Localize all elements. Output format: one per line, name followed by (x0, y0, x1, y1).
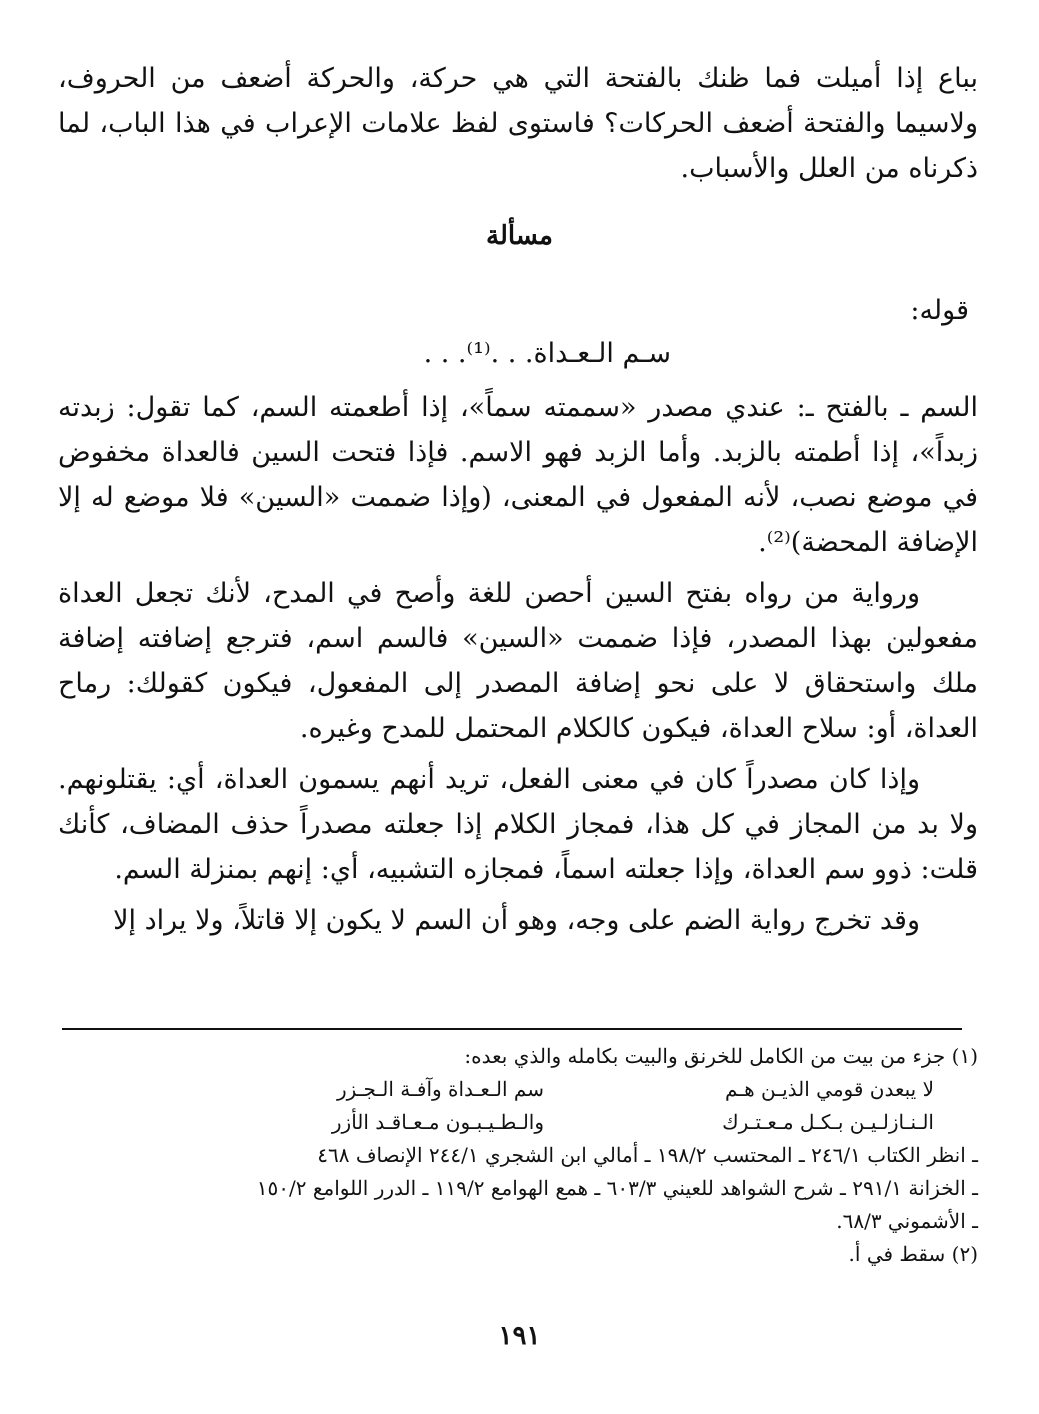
quote-intro: قوله: (910, 295, 969, 326)
quoted-verse: سـم الـعـداة. . .⁽¹⁾. . . (423, 338, 671, 369)
commentary-paragraph-1: السم ـ بالفتح ـ: عندي مصدر «سممته سماً»، إذا أطعمته السم، كما تقول: زبدته زبداً»، إذا أطمته بالزبد. وأما الزبد فهو الاسم. فإذا فتحت السين فالعداة مخفوض في موضع نصب، لأنه المفعول في المعنى، (وإذا ضممت «السين» فلا موضع له إلا الإضافة المحضة)⁽²⁾. (58, 392, 978, 558)
footnote-reference-1: ـ انظر الكتاب ٢٤٦/١ ـ المحتسب ١٩٨/٢ ـ أمالي ابن الشجري ٢٤٤/١ الإنصاف ٤٦٨ (317, 1143, 978, 1167)
commentary-paragraph-3: وإذا كان مصدراً كان في معنى الفعل، تريد أنهم يسمون العداة، أي: يقتلونهم. ولا بد من المجاز في كل هذا، فمجاز الكلام إذا جعلته مصدراً حذف المضاف، كأنك قلت: ذوو سم العداة، وإذا جعلته اسماً، فمجازه التشبيه، أي: إنهم بمنزلة السم. (58, 764, 978, 885)
page-number: ١٩١ (498, 1321, 541, 1351)
footnote-verse-line-2 (58, 1106, 978, 1139)
section-title: مسألة (486, 221, 553, 251)
footnote-reference-2: ـ الخزانة ٢٩١/١ ـ شرح الشواهد للعيني ٦٠٣/٣ ـ همع الهوامع ١١٩/٢ ـ الدرر اللوامع ١٥٠/٢ (256, 1176, 978, 1200)
commentary-block (58, 385, 978, 943)
verse-1-right-hemistich: لا يبعدن قومي الذيـن هـم (724, 1077, 934, 1101)
commentary-paragraph-4: وقد تخرج رواية الضم على وجه، وهو أن السم لا يكون إلا قاتلاً، ولا يراد إلا (113, 905, 920, 936)
opening-paragraph-block (58, 56, 978, 191)
footnote-divider (62, 1028, 962, 1030)
footnote-reference-3: ـ الأشموني ٦٨/٣. (836, 1209, 978, 1233)
verse-2-left-hemistich: والـطـيـبـون مـعـاقـد الأزر (331, 1110, 544, 1134)
commentary-paragraph-2: ورواية من رواه بفتح السين أحصن للغة وأصح في المدح، لأنك تجعل العداة مفعولين بهذا المصدر، فإذا ضممت «السين» فالسم اسم، فترجع إضافته إضافة ملك واستحقاق لا على نحو إضافة المصدر إلى المفعول، فيكون كقولك: رماح العداة، أو: سلاح العداة، فيكون كالكلام المحتمل للمدح وغيره. (58, 578, 978, 744)
verse-1-left-hemistich: سم الـعـداة وآفـة الـجـزر (336, 1077, 544, 1101)
footnote-1-intro: (١) جزء من بيت من الكامل للخرنق والبيت بكامله والذي بعده: (464, 1044, 978, 1068)
verse-2-right-hemistich: الـنـازلـيـن بـكـل مـعـتـرك (722, 1110, 934, 1134)
footnote-2: (٢) سقط في أ. (848, 1242, 978, 1266)
opening-paragraph: بباع إذا أميلت فما ظنك بالفتحة التي هي حركة، والحركة أضعف من الحروف، ولاسيما والفتحة أضعف الحركات؟ فاستوى لفظ علامات الإعراب في هذا الباب، لما ذكرناه من العلل والأسباب. (58, 63, 978, 184)
footnote-verse-line-1 (58, 1073, 978, 1106)
footnotes (58, 1040, 978, 1271)
